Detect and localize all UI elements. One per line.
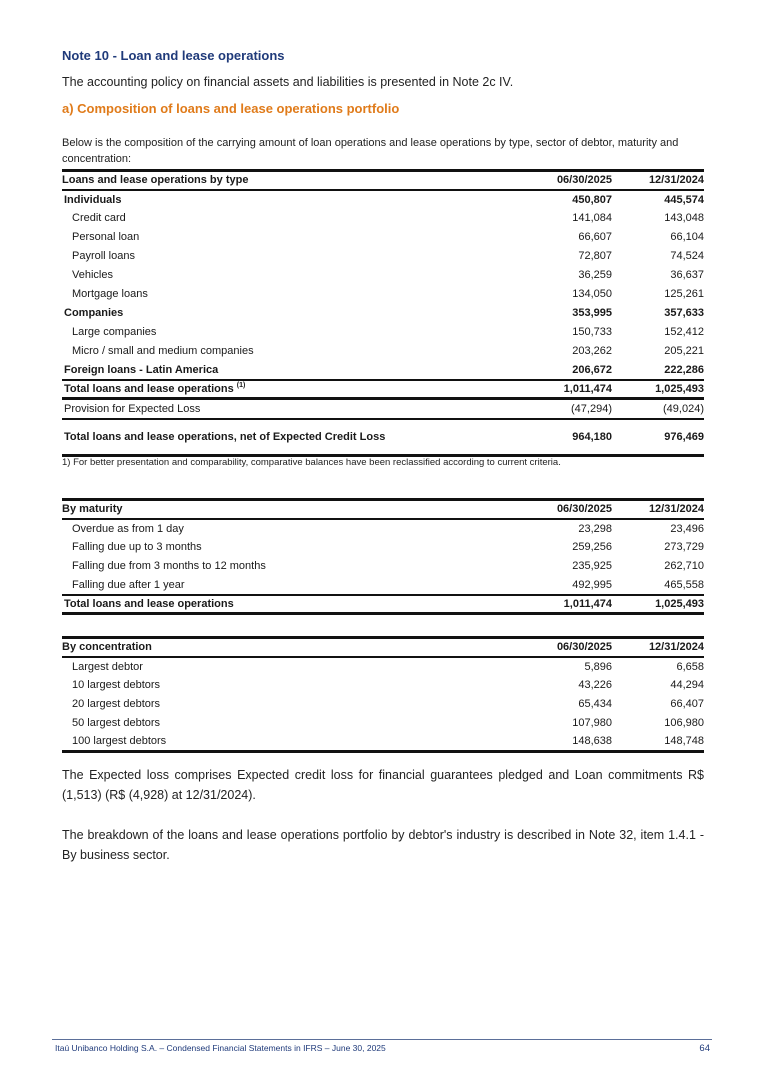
table-row xyxy=(62,228,704,247)
row-value-2025: 492,995 xyxy=(572,578,612,591)
total-value-2024: 1,025,493 xyxy=(612,380,704,399)
row-value-2024: 357,633 xyxy=(664,307,704,319)
table-row xyxy=(62,576,704,595)
table-header-row xyxy=(62,500,704,519)
row-label: Overdue as from 1 day xyxy=(72,522,184,535)
column-header-2025: 06/30/2025 xyxy=(516,500,612,519)
table-row xyxy=(62,695,704,714)
table-row xyxy=(62,676,704,695)
column-header-2024: 12/31/2024 xyxy=(612,500,704,519)
table-row xyxy=(62,714,704,733)
row-value-2024: 152,412 xyxy=(664,326,704,338)
loans-by-maturity-table xyxy=(62,498,704,615)
note-title: Note 10 - Loan and lease operations xyxy=(62,48,285,63)
row-label: Mortgage loans xyxy=(72,288,148,300)
total-label-text: Total loans and lease operations xyxy=(64,383,234,396)
row-label: Foreign loans - Latin America xyxy=(64,363,219,376)
row-value-2024: 143,048 xyxy=(664,212,704,224)
total-row xyxy=(62,380,704,399)
table-row xyxy=(62,538,704,557)
table-row xyxy=(62,209,704,228)
loans-by-concentration-table xyxy=(62,636,704,753)
row-value-2025: 141,084 xyxy=(572,212,612,224)
intro-text: The accounting policy on financial assets and liabilities is presented in Note 2c IV. xyxy=(62,75,514,89)
row-value-2024: 74,524 xyxy=(670,250,704,262)
row-value-2024: 222,286 xyxy=(664,363,704,376)
row-value-2024: 23,496 xyxy=(670,522,704,535)
provision-value-2024: (49,024) xyxy=(612,399,704,419)
row-value-2024: 44,294 xyxy=(670,679,704,691)
row-label: 100 largest debtors xyxy=(62,733,516,752)
row-label: Personal loan xyxy=(72,231,140,243)
row-value-2024: 66,407 xyxy=(670,698,704,710)
row-value-2024: 262,710 xyxy=(664,560,704,572)
row-label: Large companies xyxy=(72,326,157,338)
row-label: Largest debtor xyxy=(72,660,143,673)
row-value-2025: 66,607 xyxy=(578,231,612,243)
table-row xyxy=(62,323,704,342)
table-row xyxy=(62,342,704,361)
column-header-label: Loans and lease operations by type xyxy=(62,171,516,190)
row-label: Falling due up to 3 months xyxy=(72,541,202,553)
row-value-2025: 36,259 xyxy=(578,269,612,281)
total-row xyxy=(62,595,704,614)
row-value-2025: 235,925 xyxy=(572,560,612,572)
total-value-2025: 1,011,474 xyxy=(516,595,612,614)
row-label: Individuals xyxy=(64,193,122,206)
row-value-2025: 72,807 xyxy=(578,250,612,262)
row-value-2024: 66,104 xyxy=(670,231,704,243)
footnote: 1) For better presentation and comparability, comparative balances have been reclassified according to current criteria. xyxy=(62,457,561,468)
net-total-row xyxy=(62,419,704,456)
table-row xyxy=(62,519,704,538)
column-header-label: By concentration xyxy=(62,638,516,657)
net-total-value-2025: 964,180 xyxy=(516,419,612,456)
row-value-2025: 150,733 xyxy=(572,326,612,338)
row-value-2024: 36,637 xyxy=(670,269,704,281)
table-header-row xyxy=(62,638,704,657)
table-row xyxy=(62,190,704,209)
table-header-row xyxy=(62,171,704,190)
row-value-2025: 43,226 xyxy=(578,679,612,691)
total-label: Total loans and lease operations xyxy=(62,595,516,614)
row-label: Micro / small and medium companies xyxy=(72,345,254,357)
row-value-2025: 353,995 xyxy=(572,307,612,319)
row-value-2025: 23,298 xyxy=(578,522,612,535)
row-value-2024: 148,748 xyxy=(612,733,704,752)
row-label: 10 largest debtors xyxy=(72,679,161,691)
table-row xyxy=(62,285,704,304)
row-value-2025: 5,896 xyxy=(584,660,612,673)
row-value-2025: 450,807 xyxy=(572,193,612,206)
row-label: 50 largest debtors xyxy=(72,717,161,729)
column-header-2025: 06/30/2025 xyxy=(516,638,612,657)
table-row xyxy=(62,247,704,266)
row-value-2025: 259,256 xyxy=(572,541,612,553)
footnote-marker: (1) xyxy=(236,382,246,390)
column-header-2024: 12/31/2024 xyxy=(612,638,704,657)
net-total-label: Total loans and lease operations, net of Expected Credit Loss xyxy=(62,419,516,456)
column-header-2024: 12/31/2024 xyxy=(612,171,704,190)
column-header-2025: 06/30/2025 xyxy=(516,171,612,190)
total-value-2024: 1,025,493 xyxy=(612,595,704,614)
breakdown-paragraph: The breakdown of the loans and lease operations portfolio by debtor's industry is described in Note 32, item 1.4.1 - By business sector. xyxy=(62,828,704,862)
row-value-2025: 134,050 xyxy=(572,288,612,300)
table-row xyxy=(62,361,704,380)
row-value-2024: 125,261 xyxy=(664,288,704,300)
row-label: Vehicles xyxy=(72,269,113,281)
table-row xyxy=(62,266,704,285)
row-value-2025: 203,262 xyxy=(572,345,612,357)
row-label: Companies xyxy=(64,307,124,319)
row-value-2025: 206,672 xyxy=(572,363,612,376)
footer-document-title: Itaú Unibanco Holding S.A. – Condensed Financial Statements in IFRS – June 30, 2025 xyxy=(55,1043,386,1053)
provision-label: Provision for Expected Loss xyxy=(62,399,516,419)
table-row xyxy=(62,733,704,752)
page-number: 64 xyxy=(699,1043,710,1054)
total-label xyxy=(62,380,516,399)
row-value-2025: 148,638 xyxy=(516,733,612,752)
table-row xyxy=(62,657,704,676)
row-value-2024: 205,221 xyxy=(664,345,704,357)
footer-divider xyxy=(52,1039,712,1040)
total-value-2025: 1,011,474 xyxy=(516,380,612,399)
section-title: a) Composition of loans and lease operations portfolio xyxy=(62,101,400,116)
provision-row xyxy=(62,399,704,419)
row-label: Falling due after 1 year xyxy=(72,578,185,591)
net-total-value-2024: 976,469 xyxy=(612,419,704,456)
row-value-2025: 107,980 xyxy=(572,717,612,729)
row-value-2025: 65,434 xyxy=(578,698,612,710)
row-value-2024: 6,658 xyxy=(676,660,704,673)
provision-value-2025: (47,294) xyxy=(516,399,612,419)
table-row xyxy=(62,304,704,323)
row-label: Credit card xyxy=(72,212,126,224)
expected-loss-paragraph: The Expected loss comprises Expected credit loss for financial guarantees pledged and Loan commitments R$ (1,513) (R$ (4,928) at 12/31/2024). xyxy=(62,768,704,802)
description-text: Below is the composition of the carrying amount of loan operations and lease operations by type, sector of debtor, maturity and concentration: xyxy=(62,137,679,165)
loans-by-type-table xyxy=(62,169,704,457)
row-value-2024: 106,980 xyxy=(664,717,704,729)
row-label: Falling due from 3 months to 12 months xyxy=(72,560,266,572)
row-value-2024: 273,729 xyxy=(664,541,704,553)
row-value-2024: 445,574 xyxy=(664,193,704,206)
row-label: Payroll loans xyxy=(72,250,135,262)
column-header-label: By maturity xyxy=(62,500,516,519)
table-row xyxy=(62,557,704,576)
row-value-2024: 465,558 xyxy=(664,578,704,591)
row-label: 20 largest debtors xyxy=(72,698,161,710)
